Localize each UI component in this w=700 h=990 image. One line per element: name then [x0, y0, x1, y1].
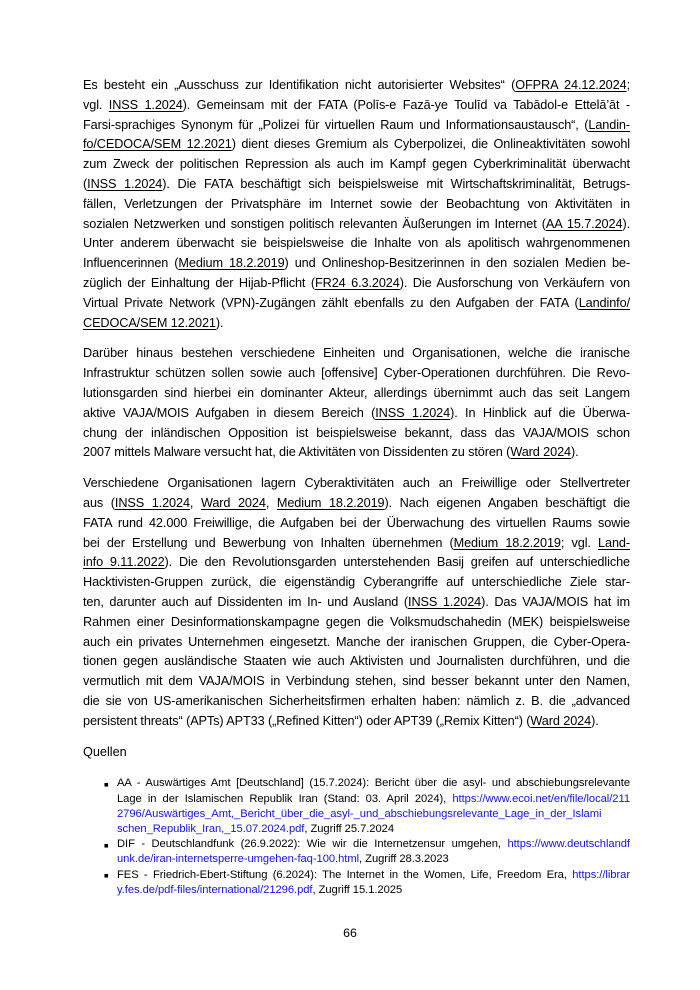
text-line	[83, 424, 630, 444]
text-run: aktive VAJA/MOIS Aufgaben in diesem Bereich (	[83, 405, 376, 420]
text-line	[83, 135, 630, 155]
bullet-icon: ■	[104, 840, 109, 850]
text-run: die sie von US-amerikanischen Sicherheitsfirmen erhalten haben: nämlich z. B. die „advanced	[83, 693, 630, 708]
citation-reference[interactable]: Medium 18.2.2019	[178, 256, 285, 271]
text-run: FATA rund 42.000 Freiwillige, die Aufgaben bei der Überwachung des virtuellen Raums sowie	[83, 515, 630, 530]
text-run: vermutlich mit dem VAJA/MOIS in Verbindung stehen, sind besser bekannt unter den Namen,	[83, 674, 630, 689]
text-run: ). Gemeinsam mit der FATA (Polīs-e Fazā-ye Toulīd va Tabādol-e Ettelā’āt -	[182, 97, 630, 112]
citation-reference[interactable]: INSS 1.2024	[87, 176, 163, 191]
text-run: Rahmen einer Desinformationskampagne gegen die Volksmudschahedin (MEK) beispielsweise	[83, 614, 630, 629]
body-paragraph-1	[83, 76, 630, 333]
citation-reference[interactable]: INSS 1.2024	[108, 97, 183, 112]
text-run: ). Die den Revolutionsgarden unterstehenden Basij greifen auf unterschiedliche	[164, 555, 630, 570]
text-run: ). In Hinblick auf die Überwa-	[450, 405, 630, 420]
text-run: zum Zweck der politischen Repression als auch im Kampf gegen Cyberkriminalität überwacht	[83, 157, 630, 172]
source-url-link[interactable]: y.fes.de/pdf-files/international/21296.pdf	[117, 883, 313, 896]
text-run: Virtual Private Network (VPN)-Zugängen zählt ebenfalls zu den Aufgaben der FATA (	[83, 295, 579, 310]
text-line	[83, 514, 630, 534]
text-run: ).	[571, 445, 579, 460]
citation-reference[interactable]: Medium 18.2.2019	[276, 495, 385, 510]
text-run: vgl.	[83, 97, 109, 112]
citation-reference[interactable]: Land-	[598, 535, 630, 550]
text-run: ) und Onlineshop-Besitzerinnen in den sozialen Medien be-	[284, 256, 630, 271]
text-run: ).	[215, 315, 224, 330]
text-run: züglich der Einhaltung der Hijab-Pflicht (	[83, 275, 315, 290]
text-line	[83, 712, 630, 732]
body-column	[83, 76, 630, 898]
text-line	[83, 652, 630, 672]
text-line	[83, 96, 630, 116]
text-run: DIF - Deutschlandfunk (26.9.2022): Wie wir die Internetzensur umgehen,	[117, 838, 508, 851]
citation-reference[interactable]: CEDOCA/SEM 12.2021	[83, 315, 216, 330]
text-run: lutionsgarden sind hierbei ein dominanter Akteur, allerdings übernimmt auch das seit Langem	[83, 385, 630, 400]
source-item	[104, 776, 630, 837]
text-run: 2007 mittels Malware versucht hat, die Aktivitäten von Dissidenten zu stören (	[83, 445, 511, 460]
sources-list	[104, 776, 630, 898]
citation-reference[interactable]: INSS 1.2024	[408, 594, 482, 609]
text-run: aus (	[83, 495, 115, 510]
text-run: Farsi-sprachiges Synonym für „Polizei für virtuellen Raum und Informationsaustausch“, (	[83, 117, 589, 132]
text-line	[83, 494, 630, 514]
text-run: ; vgl.	[560, 535, 599, 550]
text-run: ).	[622, 216, 630, 231]
text-run: Infrastruktur schützen sollen sowie auch [offensive] Cyber-Operationen durchführen. Die Revo-	[83, 366, 630, 381]
text-run: ). Die Ausforschung von Verkäufern von	[399, 275, 631, 290]
text-run: Hacktivisten-Gruppen zurück, die eigenständig Cyberangriffe auf unterschiedliche Ziele star-	[83, 575, 630, 590]
text-line	[117, 883, 630, 898]
text-line	[83, 364, 630, 384]
text-run: ,	[265, 495, 277, 510]
text-run: tionen gegen ausländische Staaten wie auch Aktivisten und Journalisten durchführen, und die	[83, 654, 630, 669]
text-run: Lage in der Islamischen Republik Iran (Stand: 03. April 2024),	[117, 792, 453, 805]
citation-reference[interactable]: Ward 2024	[200, 495, 266, 510]
text-run: Es besteht ein „Ausschuss zur Identifikation nicht autorisierter Websites“ (	[83, 78, 516, 92]
text-line	[83, 474, 630, 494]
text-line	[83, 76, 630, 96]
text-line	[83, 534, 630, 554]
text-line	[83, 672, 630, 692]
text-line	[117, 792, 630, 807]
citation-reference[interactable]: INSS 1.2024	[375, 405, 451, 420]
page-number: 66	[343, 926, 357, 940]
text-run: bei der Erstellung und Bewerbung von Inhalten übernehmen (	[83, 535, 454, 550]
citation-reference[interactable]: Medium 18.2.2019	[453, 535, 561, 550]
text-run: , Zugriff 15.1.2025	[312, 883, 403, 896]
bullet-icon: ■	[104, 779, 109, 789]
text-run: , Zugriff 25.7.2024	[304, 822, 394, 835]
text-line	[83, 215, 630, 235]
text-run: auch ein privates Unternehmen eingesetzt. Manche der iranischen Gruppen, die Cyber-Opera-	[83, 634, 630, 649]
text-line	[83, 294, 630, 314]
body-paragraph-3	[83, 474, 630, 731]
text-line	[83, 384, 630, 404]
text-line	[83, 175, 630, 195]
citation-reference[interactable]: Landin-	[588, 117, 630, 132]
citation-reference[interactable]: fo/CEDOCA/SEM 12.2021	[83, 137, 232, 152]
sources-heading: Quellen	[83, 744, 127, 759]
text-run: , Zugriff 28.3.2023	[359, 853, 449, 866]
citation-reference[interactable]: Ward 2024	[530, 713, 592, 728]
text-run: ,	[189, 495, 201, 510]
text-run: ). Die FATA beschäftigt sich beispielsweise mit Wirtschaftskriminalität, Betrugs-	[162, 176, 631, 191]
text-run: ). Das VAJA/MOIS hat im	[481, 594, 630, 609]
body-paragraph-2	[83, 344, 630, 463]
text-line	[117, 868, 630, 883]
text-run: chung der inländischen Opposition ist beispielsweise bekannt, dass das VAJA/MOIS schon	[83, 425, 630, 440]
source-url-link[interactable]: 2796/Auswärtiges_Amt,_Bericht_über_die_asyl-_und_abschiebungsrelevante_Lage_in_der_Islami	[117, 807, 602, 820]
source-item	[104, 868, 630, 898]
text-line	[83, 613, 630, 633]
text-line	[117, 837, 630, 852]
citation-reference[interactable]: Ward 2024	[510, 445, 572, 460]
bullet-icon: ■	[104, 871, 109, 881]
text-line	[83, 155, 630, 175]
text-run: fällen, Verletzungen der Privatsphäre im Internet sowie der Beobachtung von Aktivitäten in	[83, 196, 630, 211]
text-line	[117, 807, 630, 822]
text-line	[117, 822, 630, 837]
source-item	[104, 837, 630, 867]
text-line	[117, 776, 630, 791]
text-run: ). Nach eigenen Angaben beschäftigt die	[384, 495, 631, 510]
source-url-link[interactable]: https://www.ecoi.net/en/file/local/211	[452, 792, 630, 805]
text-line	[83, 593, 630, 613]
text-run: Unter anderem überwacht sie beispielsweise die Inhalte von als apolitisch wahrgenommenen	[83, 236, 630, 251]
source-url-link[interactable]: https://www.deutschlandf	[507, 838, 630, 851]
text-line	[83, 692, 630, 712]
text-run: ;	[626, 78, 630, 92]
text-line	[83, 633, 630, 653]
text-run: AA - Auswärtiges Amt [Deutschland] (15.7.2024): Bericht über die asyl- und abschiebungsrelevante	[117, 777, 630, 790]
citation-reference[interactable]: OFPRA 24.12.2024	[515, 78, 627, 92]
text-run: persistent threats“ (APTs) APT33 („Refined Kitten“) oder APT39 („Remix Kitten“) (	[83, 713, 531, 728]
text-line	[83, 344, 630, 364]
citation-reference[interactable]: Landinfo/	[578, 295, 630, 310]
citation-reference[interactable]: FR24 6.3.2024	[314, 275, 400, 290]
text-line	[83, 254, 630, 274]
text-line	[83, 573, 630, 593]
citation-reference[interactable]: INSS 1.2024	[114, 495, 190, 510]
text-run: ten, darunter auch auf Dissidenten im In- und Ausland (	[83, 594, 409, 609]
text-run: FES - Friedrich-Ebert-Stiftung (6.2024): The Internet in the Women, Life, Freedom Era,	[117, 868, 573, 881]
text-run: Darüber hinaus bestehen verschiedene Einheiten und Organisationen, welche die iranische	[83, 346, 630, 361]
text-line	[83, 404, 630, 424]
text-line	[83, 195, 630, 215]
text-run: ).	[591, 713, 599, 728]
source-url-link[interactable]: schen_Republik_Iran,_15.07.2024.pdf	[117, 822, 305, 835]
text-line	[83, 443, 630, 463]
text-run: Influencerinnen (	[83, 256, 179, 271]
text-line	[83, 553, 630, 573]
citation-reference[interactable]: AA 15.7.2024	[545, 216, 623, 231]
source-url-link[interactable]: https://librar	[572, 868, 630, 881]
text-line	[117, 852, 630, 867]
text-line	[83, 314, 630, 334]
citation-reference[interactable]: info 9.11.2022	[83, 555, 165, 570]
text-run: (	[83, 176, 88, 191]
text-line	[83, 116, 630, 136]
text-run: Verschiedene Organisationen lagern Cyberaktivitäten auch an Freiwillige oder Stellvertreter	[83, 476, 630, 491]
text-line	[83, 274, 630, 294]
source-url-link[interactable]: unk.de/iran-internetsperre-umgehen-faq-100.html	[117, 853, 360, 866]
text-run: sozialen Netzwerken und sonstigen politisch relevanten Äußerungen im Internet (	[83, 216, 546, 231]
text-line	[83, 234, 630, 254]
text-run: ) dient dieses Gremium als Cyberpolizei, die Onlineaktivitäten sowohl	[231, 137, 630, 152]
